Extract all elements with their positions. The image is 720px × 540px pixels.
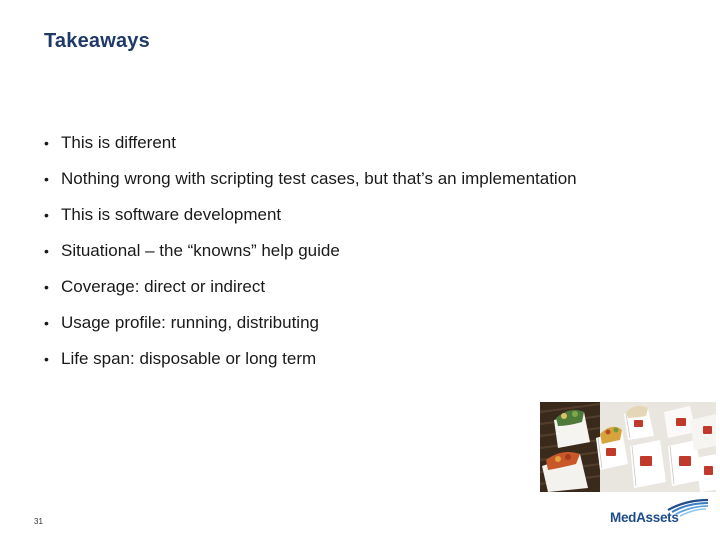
bullet-item [44,238,577,274]
takeout-boxes-photo [540,402,716,492]
bullet-text: Nothing wrong with scripting test cases, but that’s an implementation [61,169,577,188]
bullet-icon: • [44,135,49,151]
bullet-icon: • [44,243,49,259]
bullet-icon: • [44,351,49,367]
bullet-text: Usage profile: running, distributing [61,313,319,332]
bullet-text: Situational – the “knowns” help guide [61,241,340,260]
bullet-icon: • [44,207,49,223]
bullet-item [44,346,577,382]
bullet-item [44,274,577,310]
page-number: 31 [34,517,43,526]
bullet-text: Coverage: direct or indirect [61,277,266,296]
bullet-icon: • [44,315,49,331]
bullet-text: This is software development [61,205,282,224]
bullet-icon: • [44,279,49,295]
medassets-logo [606,498,710,528]
logo-text: MedAssets [610,510,679,525]
bullet-item [44,166,577,202]
bullet-list [44,130,577,382]
slide-title: Takeaways [44,30,150,52]
bullet-text: This is different [61,133,176,152]
bullet-item [44,130,577,166]
bullet-text: Life span: disposable or long term [61,349,317,368]
bullet-icon: • [44,171,49,187]
bullet-item [44,310,577,346]
bullet-item [44,202,577,238]
